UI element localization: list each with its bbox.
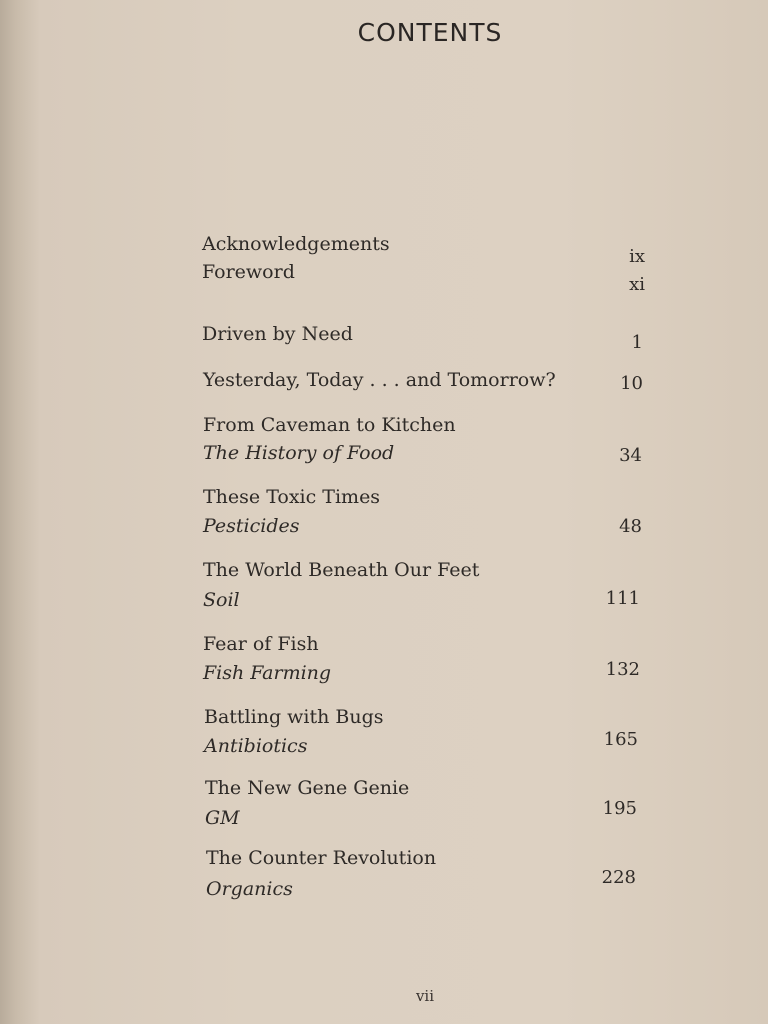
toc-chapter-4-subtitle: Pesticides <box>203 515 300 537</box>
page-title: CONTENTS <box>357 18 503 47</box>
page-number: vii <box>415 987 435 1005</box>
toc-entry-acknowledgements-title: Acknowledgements <box>202 233 390 255</box>
toc-chapter-3-title: From Caveman to Kitchen <box>203 414 456 436</box>
toc-chapter-5-title: The World Beneath Our Feet <box>203 559 480 581</box>
toc-entry-foreword-page: xi <box>629 274 645 295</box>
toc-chapter-2-page: 10 <box>620 373 643 394</box>
toc-chapter-4-page: 48 <box>619 516 642 537</box>
toc-chapter-7-subtitle: Antibiotics <box>204 735 308 757</box>
toc-chapter-1-page: 1 <box>631 332 643 353</box>
toc-chapter-4-title: These Toxic Times <box>203 486 381 508</box>
toc-chapter-5-page: 111 <box>605 588 640 609</box>
toc-chapter-9-subtitle: Organics <box>206 878 293 900</box>
toc-chapter-7-title: Battling with Bugs <box>204 706 384 728</box>
toc-chapter-6-title: Fear of Fish <box>203 633 319 655</box>
toc-chapter-5-subtitle: Soil <box>203 589 240 611</box>
toc-chapter-8-title: The New Gene Genie <box>205 777 410 799</box>
toc-chapter-6-page: 132 <box>605 659 640 680</box>
toc-chapter-6-subtitle: Fish Farming <box>203 662 332 684</box>
toc-chapter-2-title: Yesterday, Today . . . and Tomorrow? <box>203 369 556 391</box>
toc-chapter-9-page: 228 <box>601 867 636 888</box>
toc-entry-foreword-title: Foreword <box>202 261 295 283</box>
toc-chapter-7-page: 165 <box>603 729 638 750</box>
toc-chapter-3-page: 34 <box>619 445 642 466</box>
toc-entry-acknowledgements-page: ix <box>629 246 645 267</box>
toc-chapter-3-subtitle: The History of Food <box>203 442 395 464</box>
toc-chapter-8-subtitle: GM <box>205 807 240 829</box>
toc-chapter-9-title: The Counter Revolution <box>206 847 437 869</box>
toc-chapter-1-title: Driven by Need <box>202 323 353 345</box>
toc-chapter-8-page: 195 <box>602 798 637 819</box>
